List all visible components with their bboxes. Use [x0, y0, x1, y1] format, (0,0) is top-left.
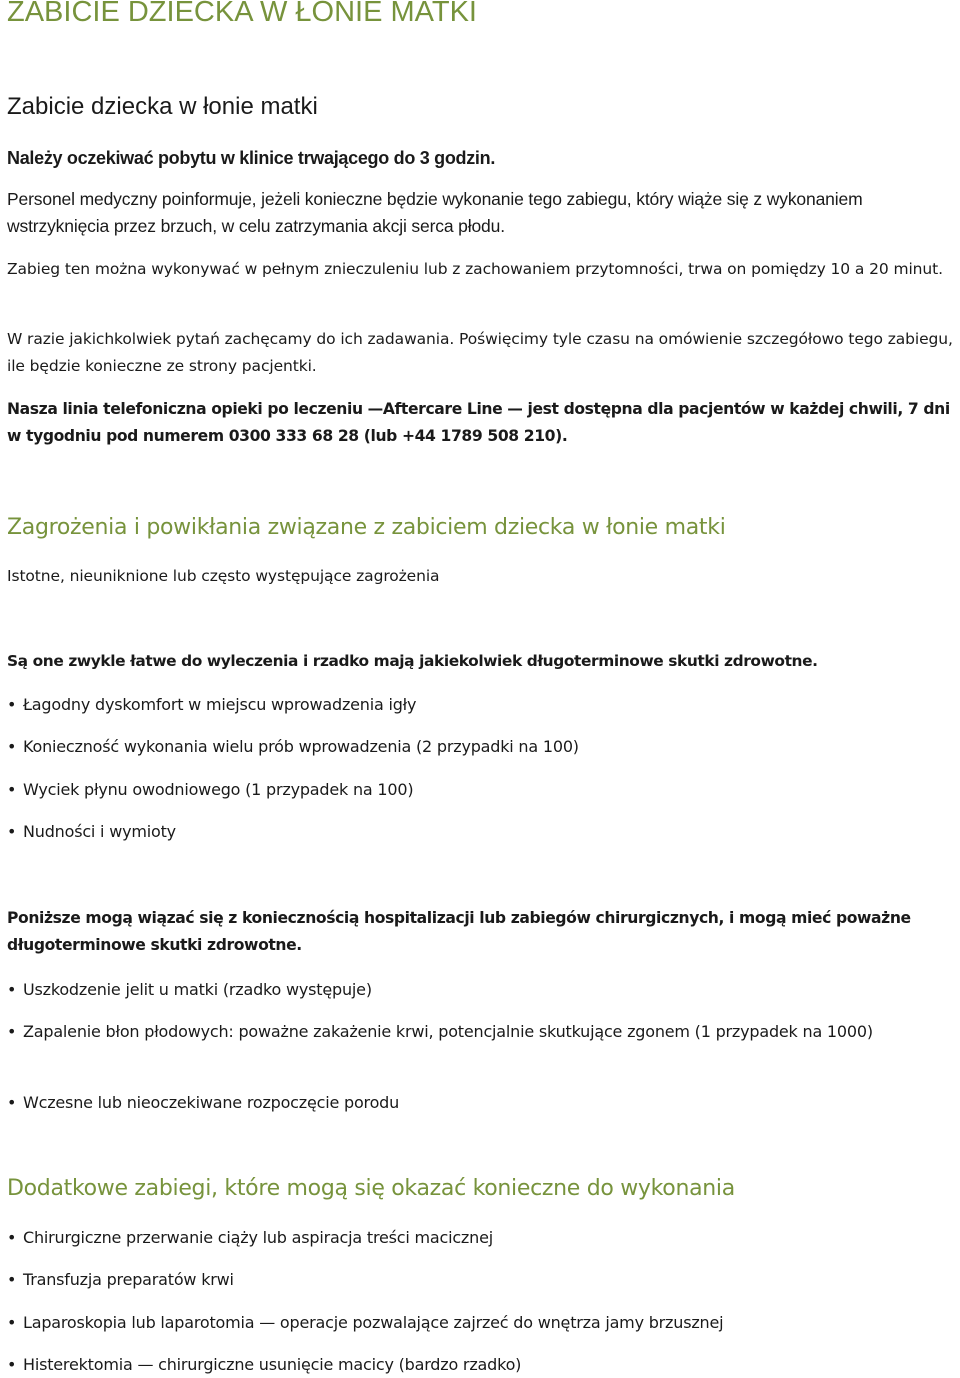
serious-risks-lead: Poniższe mogą wiązać się z koniecznością hospitalizacji lub zabiegów chirurgicznych, i mogą mieć poważne długoterminowe skutki zdrowotne.	[7, 909, 911, 954]
section-heading-additional-procedures: Dodatkowe zabiegi, które mogą się okazać konieczne do wykonania	[7, 1176, 735, 1201]
procedure-paragraph-3: W razie jakichkolwiek pytań zachęcamy do ich zadawania. Poświęcimy tyle czasu na omówienie szczegółowo tego zabiegu, ile będzie konieczne ze strony pacjentki.	[7, 330, 953, 375]
common-risks-lead: Są one zwykle łatwe do wyleczenia i rzadko mają jakiekolwiek długoterminowe skutki zdrowotne.	[7, 652, 818, 670]
section-heading-risks: Zagrożenia i powikłania związane z zabiciem dziecka w łonie matki	[7, 515, 726, 540]
list-item: • Łagodny dyskomfort w miejscu wprowadzenia igły	[7, 695, 417, 714]
list-item: • Chirurgiczne przerwanie ciąży lub aspiracja treści macicznej	[7, 1228, 493, 1247]
document-title: ZABICIE DZIECKA W ŁONIE MATKI	[7, 0, 477, 28]
procedure-paragraph-2: Zabieg ten można wykonywać w pełnym znieczuleniu lub z zachowaniem przytomności, trwa on pomiędzy 10 a 20 minut.	[7, 260, 943, 278]
list-item: • Konieczność wykonania wielu prób wprowadzenia (2 przypadki na 100)	[7, 737, 579, 756]
procedure-paragraph-1: Personel medyczny poinformuje, jeżeli konieczne będzie wykonanie tego zabiegu, który wiąże się z wykonaniem wstrzyknięcia przez brzuch, w celu zatrzymania akcji serca płodu.	[7, 189, 863, 236]
list-item: • Laparoskopia lub laparotomia — operacje pozwalające zajrzeć do wnętrza jamy brzusznej	[7, 1313, 724, 1332]
list-item: • Transfuzja preparatów krwi	[7, 1270, 234, 1289]
list-item: • Uszkodzenie jelit u matki (rzadko występuje)	[7, 980, 372, 999]
list-item: • Wyciek płynu owodniowego (1 przypadek na 100)	[7, 780, 414, 799]
section-heading-procedure: Zabicie dziecka w łonie matki	[7, 93, 318, 120]
list-item: • Nudności i wymioty	[7, 822, 176, 841]
list-item: • Wczesne lub nieoczekiwane rozpoczęcie porodu	[7, 1093, 400, 1112]
clinic-stay-note: Należy oczekiwać pobytu w klinice trwającego do 3 godzin.	[7, 148, 496, 168]
aftercare-line-paragraph: Nasza linia telefoniczna opieki po leczeniu —Aftercare Line — jest dostępna dla pacjentów w każdej chwili, 7 dni w tygodniu pod numerem 0300 333 68 28 (lub +44 1789 508 210).	[7, 400, 950, 445]
list-item: • Histerektomia — chirurgiczne usunięcie macicy (bardzo rzadko)	[7, 1355, 522, 1374]
list-item: • Zapalenie błon płodowych: poważne zakażenie krwi, potencjalnie skutkujące zgonem (1 przypadek na 1000)	[7, 1022, 873, 1041]
risks-intro: Istotne, nieuniknione lub często występujące zagrożenia	[7, 567, 440, 585]
